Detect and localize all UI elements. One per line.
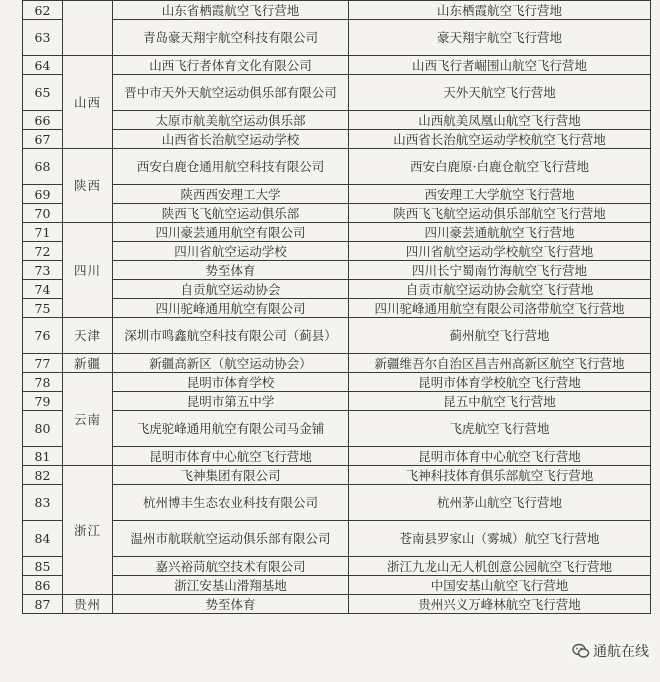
table-row: [23, 557, 651, 576]
unit-name: 山西省长治航空运动学校: [113, 130, 349, 149]
table-row: [23, 373, 651, 392]
camp-name: 苍南县罗家山（雾城）航空飞行营地: [349, 521, 651, 557]
table-row: [23, 56, 651, 75]
row-number: 75: [23, 299, 63, 318]
camp-name: 四川长宁蜀南竹海航空飞行营地: [349, 261, 651, 280]
camp-name: 昆明市体育学校航空飞行营地: [349, 373, 651, 392]
unit-name: 西安白鹿仓通用航空科技有限公司: [113, 149, 349, 185]
table-row: [23, 204, 651, 223]
table-row: [23, 466, 651, 485]
camp-name: 陕西飞飞航空运动俱乐部航空飞行营地: [349, 204, 651, 223]
wechat-icon: [572, 642, 590, 660]
row-number: 87: [23, 595, 63, 614]
unit-name: 嘉兴裕苘航空技术有限公司: [113, 557, 349, 576]
province-cell: 山西: [63, 56, 113, 149]
camp-name: 天外天航空飞行营地: [349, 75, 651, 111]
province-cell: 天津: [63, 318, 113, 354]
province-cell: 新疆: [63, 354, 113, 373]
unit-name: 飞虎驼峰通用航空有限公司马金铺: [113, 411, 349, 447]
unit-name: 昆明市体育学校: [113, 373, 349, 392]
unit-name: 青岛豪天翔宇航空科技有限公司: [113, 20, 349, 56]
unit-name: 势至体育: [113, 595, 349, 614]
camp-name: 山东栖霞航空飞行营地: [349, 1, 651, 20]
table-row: [23, 521, 651, 557]
unit-name: 昆明市第五中学: [113, 392, 349, 411]
table-row: [23, 242, 651, 261]
province-cell: 云南: [63, 373, 113, 466]
table-row: [23, 576, 651, 595]
camp-name: 四川驼峰通用航空有限公司洛带航空飞行营地: [349, 299, 651, 318]
row-number: 82: [23, 466, 63, 485]
row-number: 81: [23, 447, 63, 466]
table-row: [23, 280, 651, 299]
row-number: 66: [23, 111, 63, 130]
row-number: 79: [23, 392, 63, 411]
table-row: [23, 447, 651, 466]
table-row: [23, 223, 651, 242]
camp-name: 西安白鹿原·白鹿仓航空飞行营地: [349, 149, 651, 185]
camp-name: 昆明市体育中心航空飞行营地: [349, 447, 651, 466]
province-cell: 浙江: [63, 466, 113, 595]
unit-name: 昆明市体育中心航空飞行营地: [113, 447, 349, 466]
table-row: [23, 149, 651, 185]
unit-name: 飞神集团有限公司: [113, 466, 349, 485]
unit-name: 山东省栖霞航空飞行营地: [113, 1, 349, 20]
unit-name: 新疆高新区（航空运动协会）: [113, 354, 349, 373]
province-cell: 贵州: [63, 595, 113, 614]
row-number: 78: [23, 373, 63, 392]
camp-name: 蓟州航空飞行营地: [349, 318, 651, 354]
camp-name: 浙江九龙山无人机创意公园航空飞行营地: [349, 557, 651, 576]
table-row: [23, 111, 651, 130]
row-number: 74: [23, 280, 63, 299]
unit-name: 太原市航美航空运动俱乐部: [113, 111, 349, 130]
camp-name: 山西航美凤凰山航空飞行营地: [349, 111, 651, 130]
camp-name: 山西飞行者崛围山航空飞行营地: [349, 56, 651, 75]
province-cell: 陕西: [63, 149, 113, 223]
camp-name: 四川豪芸通航航空飞行营地: [349, 223, 651, 242]
unit-name: 浙江安基山滑翔基地: [113, 576, 349, 595]
row-number: 84: [23, 521, 63, 557]
row-number: 83: [23, 485, 63, 521]
table-row: [23, 411, 651, 447]
camp-name: 新疆维吾尔自治区昌吉州高新区航空飞行营地: [349, 354, 651, 373]
table-row: [23, 299, 651, 318]
row-number: 63: [23, 20, 63, 56]
unit-name: 陕西飞飞航空运动俱乐部: [113, 204, 349, 223]
camp-name: 豪天翔宇航空飞行营地: [349, 20, 651, 56]
watermark: [569, 640, 652, 662]
table-row: [23, 75, 651, 111]
row-number: 62: [23, 1, 63, 20]
row-number: 76: [23, 318, 63, 354]
camp-name: 自贡市航空运动协会航空飞行营地: [349, 280, 651, 299]
unit-name: 四川豪芸通用航空有限公司: [113, 223, 349, 242]
unit-name: 山西飞行者体育文化有限公司: [113, 56, 349, 75]
row-number: 69: [23, 185, 63, 204]
unit-name: 温州市航联航空运动俱乐部有限公司: [113, 521, 349, 557]
table-row: [23, 20, 651, 56]
province-cell: [63, 1, 113, 56]
table-row: [23, 392, 651, 411]
row-number: 80: [23, 411, 63, 447]
table-row: [23, 1, 651, 20]
camp-name: 中国安基山航空飞行营地: [349, 576, 651, 595]
row-number: 64: [23, 56, 63, 75]
unit-name: 深圳市鸣鑫航空科技有限公司（蓟县）: [113, 318, 349, 354]
row-number: 71: [23, 223, 63, 242]
unit-name: 晋中市天外天航空运动俱乐部有限公司: [113, 75, 349, 111]
camp-name: 飞虎航空飞行营地: [349, 411, 651, 447]
table-row: [23, 130, 651, 149]
row-number: 68: [23, 149, 63, 185]
row-number: 70: [23, 204, 63, 223]
row-number: 72: [23, 242, 63, 261]
camp-name: 贵州兴义万峰林航空飞行营地: [349, 595, 651, 614]
unit-name: 陕西西安理工大学: [113, 185, 349, 204]
table-row: [23, 595, 651, 614]
row-number: 86: [23, 576, 63, 595]
camp-name: 昆五中航空飞行营地: [349, 392, 651, 411]
table-row: [23, 354, 651, 373]
unit-name: 势至体育: [113, 261, 349, 280]
camp-name: 山西省长治航空运动学校航空飞行营地: [349, 130, 651, 149]
unit-name: 四川驼峰通用航空有限公司: [113, 299, 349, 318]
camp-name: 四川省航空运动学校航空飞行营地: [349, 242, 651, 261]
watermark-text: 通航在线: [593, 644, 649, 660]
row-number: 65: [23, 75, 63, 111]
flight-camp-table: [22, 0, 651, 614]
table-row: [23, 485, 651, 521]
table-row: [23, 318, 651, 354]
table-row: [23, 261, 651, 280]
row-number: 85: [23, 557, 63, 576]
camp-name: 杭州茅山航空飞行营地: [349, 485, 651, 521]
table-row: [23, 185, 651, 204]
unit-name: 四川省航空运动学校: [113, 242, 349, 261]
row-number: 67: [23, 130, 63, 149]
camp-name: 西安理工大学航空飞行营地: [349, 185, 651, 204]
row-number: 77: [23, 354, 63, 373]
unit-name: 杭州博丰生态农业科技有限公司: [113, 485, 349, 521]
province-cell: 四川: [63, 223, 113, 318]
row-number: 73: [23, 261, 63, 280]
unit-name: 自贡航空运动协会: [113, 280, 349, 299]
camp-name: 飞神科技体育俱乐部航空飞行营地: [349, 466, 651, 485]
